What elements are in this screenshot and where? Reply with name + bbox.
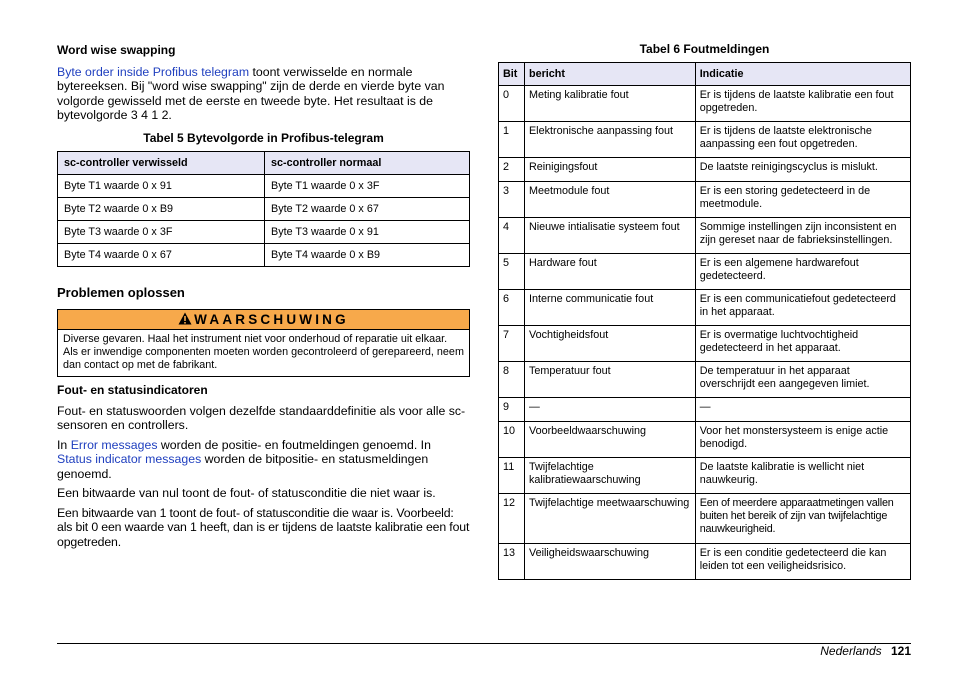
table6-row [499,86,911,122]
table6-cell: 6 [499,290,525,326]
paragraph-bit-one: Een bitwaarde van 1 toont de fout- of statusconditie die waar is. Voorbeeld: als bit 0 een waarde van 1 heeft, dan is er tijdens de laatste kalibratie een fout opgetreden. [57,506,470,549]
table5-cell: Byte T2 waarde 0 x 67 [265,198,470,221]
section-heading-indicators: Fout- en statusindicatoren [57,383,208,397]
table6-cell: 11 [499,458,525,494]
table5-cell: Byte T3 waarde 0 x 91 [265,221,470,244]
table6-row [499,254,911,290]
table5-row [58,198,470,221]
table6-cell: 4 [499,218,525,254]
table6-cell: Er is een conditie gedetecteerd die kan leiden tot een veiligheidsrisico. [695,544,910,580]
footer-language: Nederlands [820,644,882,658]
table6-cell: Twijfelachtige meetwaarschuwing [524,494,695,544]
table6-row [499,458,911,494]
table6-cell: Interne communicatie fout [524,290,695,326]
table5-cell: Byte T1 waarde 0 x 91 [58,175,265,198]
table6-cell: Elektronische aanpassing fout [524,122,695,158]
paragraph-bit-zero: Een bitwaarde van nul toont de fout- of statusconditie die niet waar is. [57,486,436,500]
table6-caption: Tabel 6 Foutmeldingen [639,42,770,56]
table6-cell: Twijfelachtige kalibratiewaarschuwing [524,458,695,494]
table5-header-cell: sc-controller verwisseld [58,152,265,175]
table6-cell: Er is een algemene hardwarefout gedetecteerd. [695,254,910,290]
table6-cell: 1 [499,122,525,158]
table6-row [499,158,911,182]
table6-cell: Er is tijdens de laatste elektronische aanpassing een fout opgetreden. [695,122,910,158]
table6-cell: Temperatuur fout [524,362,695,398]
footer-page-number: 121 [890,644,911,658]
table5-cell: Byte T3 waarde 0 x 3F [58,221,265,244]
table-byte-order [57,151,470,267]
table6-row [499,398,911,422]
table6-cell: Er is een storing gedetecteerd in de meetmodule. [695,182,910,218]
table6-cell: 8 [499,362,525,398]
table6-cell: 10 [499,422,525,458]
link-error-messages[interactable]: Error messages [70,438,158,452]
table6-cell: Voor het monstersysteem is enige actie benodigd. [695,422,910,458]
table6-cell: Veiligheidswaarschuwing [524,544,695,580]
table6-cell: Vochtigheidsfout [524,326,695,362]
table6-row [499,326,911,362]
paragraph-swapping-text: toont verwisselde en normale bytereeksen. Bij "word wise swapping" zijn de derde en vierde byte van volgorde gewisseld met de eerste en tweede byte. Het resultaat is de bytevolgorde 3 4 1 2. [57,65,445,123]
table6-header-cell: Indicatie [695,63,910,86]
table5-row [58,244,470,267]
table6-row [499,362,911,398]
warning-box [57,309,470,377]
table6-row [499,422,911,458]
table6-cell: Nieuwe intialisatie systeem fout [524,218,695,254]
table6-cell: Meetmodule fout [524,182,695,218]
table6-cell: Een of meerdere apparaatmetingen vallen buiten het bereik of zijn van twijfelachtige nauwkeurigheid. [695,494,910,544]
warning-header [57,309,470,330]
warning-title: WAARSCHUWING [194,312,349,327]
table6-cell: Hardware fout [524,254,695,290]
table5-cell: Byte T4 waarde 0 x B9 [265,244,470,267]
table6-cell: Er is overmatige luchtvochtigheid gedetecteerd in het apparaat. [695,326,910,362]
section-heading-troubleshooting: Problemen oplossen [57,285,185,300]
table-error-messages [498,62,911,580]
table6-cell: 7 [499,326,525,362]
table6-cell: 9 [499,398,525,422]
table5-header-cell: sc-controller normaal [265,152,470,175]
link-byte-order[interactable]: Byte order inside Profibus telegram [57,65,250,79]
table6-row [499,544,911,580]
table6-cell: Meting kalibratie fout [524,86,695,122]
table5-row [58,221,470,244]
table6-cell: 2 [499,158,525,182]
table6-cell: Sommige instellingen zijn inconsistent en zijn gereset naar de fabrieksinstellingen. [695,218,910,254]
table6-cell: 3 [499,182,525,218]
table5-cell: Byte T4 waarde 0 x 67 [58,244,265,267]
table5-caption: Tabel 5 Bytevolgorde in Profibus-telegram [143,131,384,145]
table6-cell: Er is een communicatiefout gedetecteerd in het apparaat. [695,290,910,326]
paragraph-status-words: Fout- en statuswoorden volgen dezelfde standaarddefinitie als voor alle sc-sensoren en controllers. [57,404,466,433]
table6-cell: — [524,398,695,422]
table6-row [499,218,911,254]
table6-cell: De laatste kalibratie is wellicht niet nauwkeurig. [695,458,910,494]
table6-row [499,290,911,326]
table6-cell: Er is tijdens de laatste kalibratie een fout opgetreden. [695,86,910,122]
table6-cell: — [695,398,910,422]
table6-row [499,494,911,544]
footer-divider [57,643,911,644]
table5-cell: Byte T2 waarde 0 x B9 [58,198,265,221]
table6-header-cell: bericht [524,63,695,86]
warning-triangle-icon [178,312,192,325]
table6-cell: 0 [499,86,525,122]
section-heading-word-wise-swapping: Word wise swapping [57,43,176,57]
table6-header-cell: Bit [499,63,525,86]
table6-cell: 5 [499,254,525,290]
link-status-indicator-messages[interactable]: Status indicator messages [57,452,202,467]
table6-cell: 13 [499,544,525,580]
paragraph-messages: In Error messages worden de positie- en foutmeldingen genoemd. In Status indicator messages worden de bitpositie- en statusmeldingen genoemd. [57,438,431,481]
table6-cell: Reinigingsfout [524,158,695,182]
footer [820,644,911,658]
paragraph-swapping [57,65,469,123]
table6-row [499,122,911,158]
table5-cell: Byte T1 waarde 0 x 3F [265,175,470,198]
table6-row [499,182,911,218]
table6-cell: De laatste reinigingscyclus is mislukt. [695,158,910,182]
table6-cell: 12 [499,494,525,544]
warning-text: Diverse gevaren. Haal het instrument niet voor onderhoud of reparatie uit elkaar. Als er inwendige componenten moeten worden gecontroleerd of gerepareerd, neem dan contact op met de fabrikant. [57,330,470,377]
table5-row [58,175,470,198]
table6-cell: De temperatuur in het apparaat overschrijdt een aangegeven limiet. [695,362,910,398]
table6-cell: Voorbeeldwaarschuwing [524,422,695,458]
